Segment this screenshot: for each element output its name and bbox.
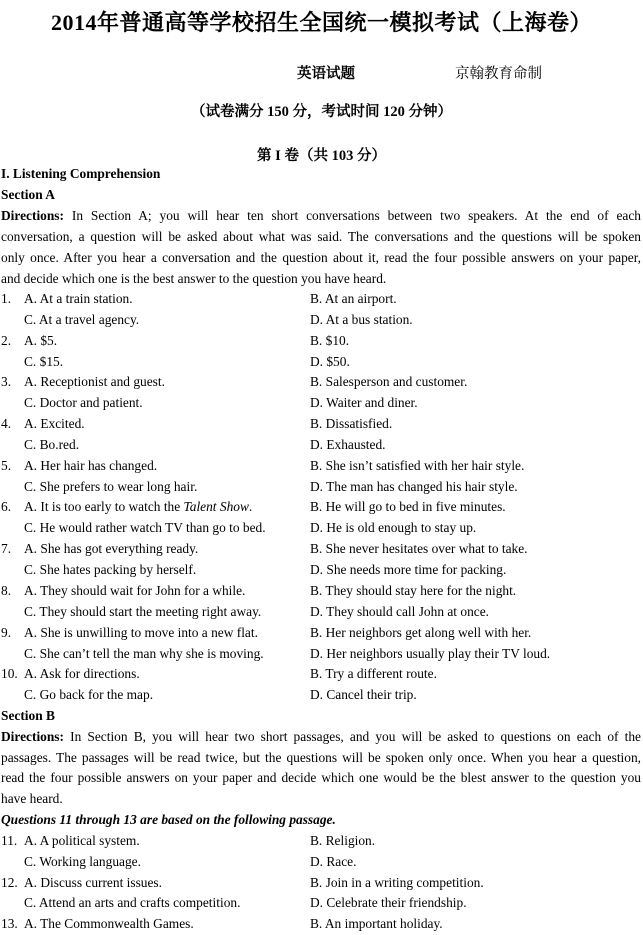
option-d: D. At a bus station.	[310, 312, 413, 327]
section-b-heading: Section B	[1, 708, 55, 723]
option-a: A. The Commonwealth Games.	[24, 916, 194, 931]
directions-b-line	[1, 727, 641, 748]
option-c: C. Working language.	[24, 854, 141, 869]
option-a: A. Receptionist and guest.	[24, 374, 165, 389]
option-c: C. She prefers to wear long hair.	[24, 479, 198, 494]
section-a-heading: Section A	[1, 187, 55, 202]
option-b: B. Join in a writing competition.	[310, 875, 484, 890]
option-c: C. She hates packing by herself.	[24, 562, 197, 577]
question-number: 2.	[1, 333, 12, 348]
option-d: D. Celebrate their friendship.	[310, 895, 467, 910]
directions-b-text: In Section B, you will hear two short passages, and you will be asked to questions on each of the	[63, 729, 641, 744]
option-c: C. Attend an arts and crafts competition.	[24, 895, 241, 910]
passage-note: Questions 11 through 13 are based on the following passage.	[1, 812, 336, 827]
option-b: B. Dissatisfied.	[310, 416, 393, 431]
directions-label: Directions:	[1, 729, 64, 744]
option-b: B. An important holiday.	[310, 916, 443, 931]
directions-b-line: passages. The passages will be read twice, but the questions will be spoken only once. When you hear a question,	[1, 750, 641, 765]
question-number: 13.	[1, 916, 18, 931]
option-c: C. Go back for the map.	[24, 687, 154, 702]
option-b: B. She isn’t satisfied with her hair style.	[310, 458, 525, 473]
option-a: A. At a train station.	[24, 291, 133, 306]
directions-a-text: In Section A; you will hear ten short conversations between two speakers. At the end of each	[63, 208, 641, 223]
part-heading: 第 I 卷（共 103 分）	[257, 148, 386, 164]
question-number: 5.	[1, 458, 12, 473]
option-b: B. Religion.	[310, 833, 376, 848]
option-d: D. Cancel their trip.	[310, 687, 417, 702]
question-number: 9.	[1, 625, 12, 640]
option-a	[24, 497, 252, 518]
option-a: A. She is unwilling to move into a new flat.	[24, 625, 258, 640]
option-d: D. The man has changed his hair style.	[310, 479, 518, 494]
question-number: 1.	[1, 291, 12, 306]
exam-title: 2014年普通高等学校招生全国统一模拟考试（上海卷）	[50, 10, 592, 35]
option-a: A. She has got everything ready.	[24, 541, 199, 556]
option-d: D. She needs more time for packing.	[310, 562, 507, 577]
option-d: D. They should call John at once.	[310, 604, 490, 619]
option-d: D. Exhausted.	[310, 437, 386, 452]
option-a-text: A. It is too early to watch the	[24, 499, 184, 514]
option-c: C. Bo.red.	[24, 437, 80, 452]
option-c: C. He would rather watch TV than go to bed.	[24, 520, 266, 535]
option-d: D. Race.	[310, 854, 357, 869]
show-title: Talent Show	[183, 499, 249, 514]
exam-meta: （试卷满分 150 分，考试时间 120 分钟）	[191, 104, 452, 120]
option-d: D. Waiter and diner.	[310, 395, 418, 410]
question-number: 10.	[1, 666, 18, 681]
option-c: C. Doctor and patient.	[24, 395, 143, 410]
option-a: A. Discuss current issues.	[24, 875, 162, 890]
option-a: A. A political system.	[24, 833, 140, 848]
option-c: C. She can’t tell the man why she is moving.	[24, 646, 264, 661]
directions-a-line: only once. After you hear a conversation and the question about it, read the four possible answers on your paper,	[1, 250, 641, 265]
question-number: 11.	[1, 833, 18, 848]
option-a: A. Excited.	[24, 416, 85, 431]
question-number: 7.	[1, 541, 12, 556]
directions-a-line: and decide which one is the best answer to the question you have heard.	[1, 271, 387, 286]
option-a: A. They should wait for John for a while.	[24, 583, 246, 598]
option-b: B. He will go to bed in five minutes.	[310, 499, 506, 514]
option-c: C. At a travel agency.	[24, 312, 140, 327]
listening-heading: I. Listening Comprehension	[1, 166, 161, 181]
directions-b-line: have heard.	[1, 791, 63, 806]
option-d: D. Her neighbors usually play their TV loud.	[310, 646, 551, 661]
option-b: B. At an airport.	[310, 291, 397, 306]
question-number: 12.	[1, 875, 18, 890]
option-a: A. Her hair has changed.	[24, 458, 158, 473]
option-b: B. Try a different route.	[310, 666, 437, 681]
option-b: B. Salesperson and customer.	[310, 374, 468, 389]
option-d: D. He is old enough to stay up.	[310, 520, 477, 535]
option-c: C. They should start the meeting right away.	[24, 604, 262, 619]
option-b: B. She never hesitates over what to take.	[310, 541, 528, 556]
question-number: 6.	[1, 499, 12, 514]
author-label: 京翰教育命制	[455, 66, 542, 82]
subject-label: 英语试题	[297, 66, 355, 82]
directions-a-line	[1, 206, 641, 227]
option-b: B. They should stay here for the night.	[310, 583, 517, 598]
option-a-end: .	[248, 499, 253, 514]
question-number: 3.	[1, 374, 12, 389]
directions-label: Directions:	[1, 208, 64, 223]
directions-b-line: read the four possible answers on your paper and decide which one would be the blest answer to the question you	[1, 770, 641, 785]
option-b: B. $10.	[310, 333, 350, 348]
option-a: A. $5.	[24, 333, 58, 348]
option-c: C. $15.	[24, 354, 64, 369]
question-number: 8.	[1, 583, 12, 598]
directions-a-line: conversation, a question will be asked about what was said. The conversations and the questions will be spoken	[1, 229, 641, 244]
option-a: A. Ask for directions.	[24, 666, 140, 681]
option-b: B. Her neighbors get along well with her.	[310, 625, 532, 640]
question-number: 4.	[1, 416, 12, 431]
option-d: D. $50.	[310, 354, 350, 369]
